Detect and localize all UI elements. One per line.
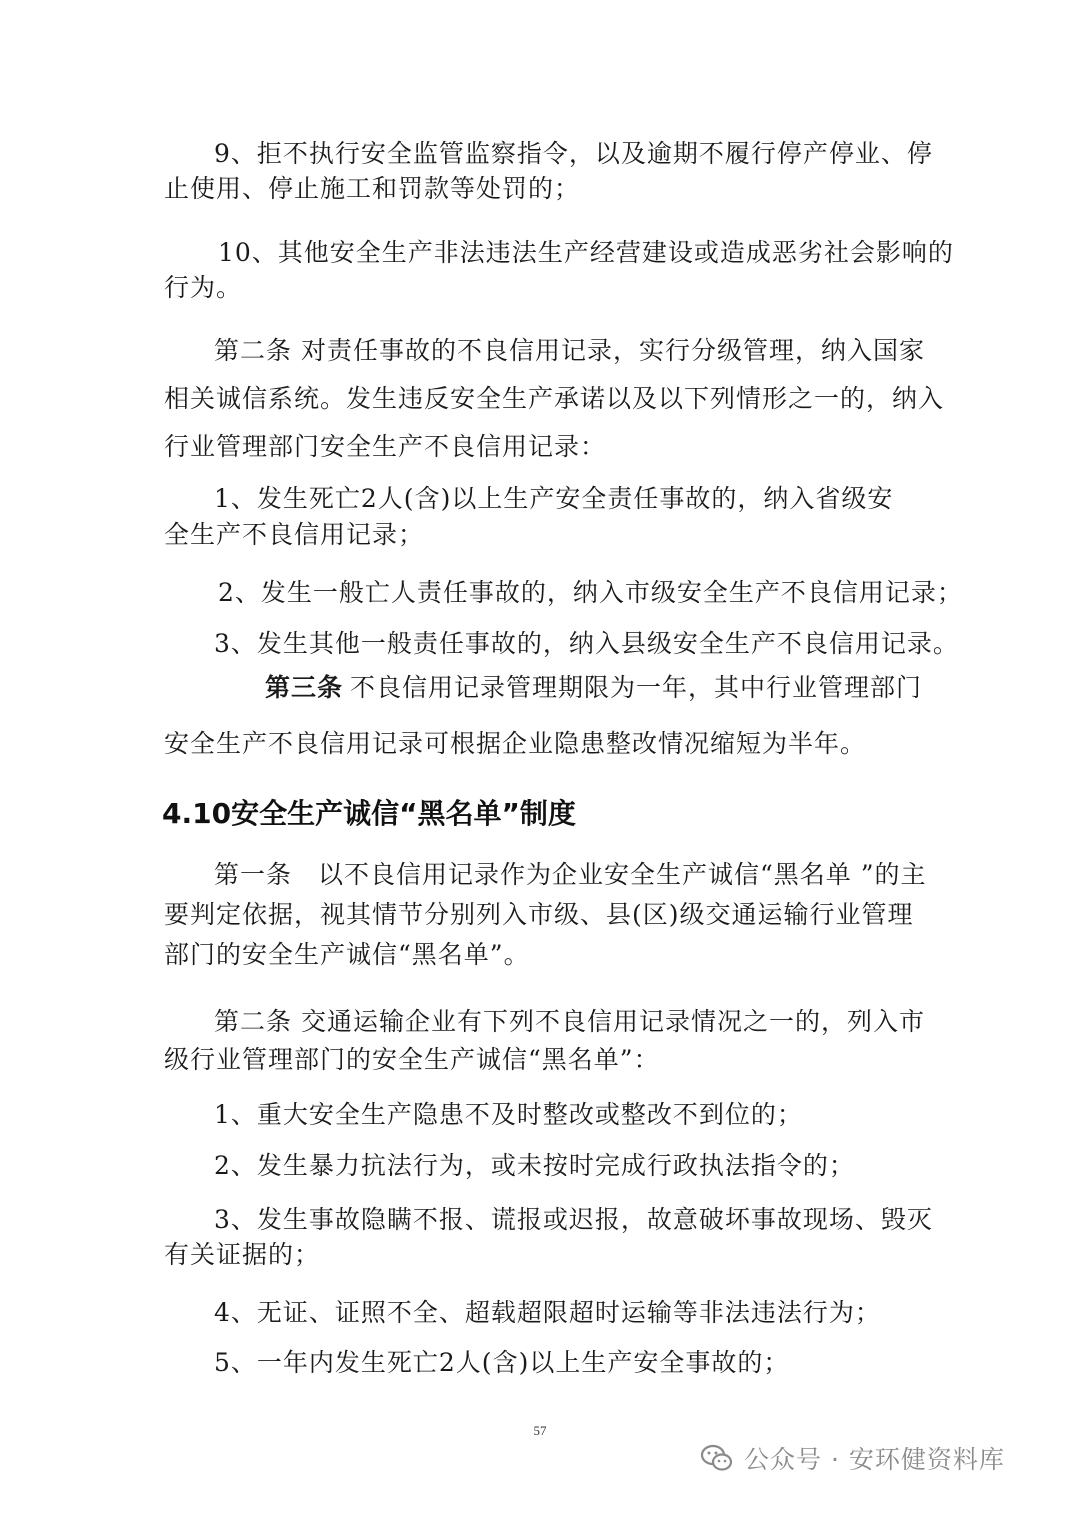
para-line: 10、其他安全生产非法违法生产经营建设或造成恶劣社会影响的 [218,238,954,267]
article-label: 第三条 [265,673,344,702]
para-line: 2、发生暴力抗法行为，或未按时完成行政执法指令的； [214,1151,855,1180]
para-line: 有关证据的； [164,1240,321,1269]
para-line: 部门的安全生产诚信“黑名单”。 [164,940,530,969]
para-line: 级行业管理部门的安全生产诚信“黑名单”： [164,1045,660,1074]
section-heading: 4.10安全生产诚信“黑名单”制度 [162,797,576,830]
para-line: 安全生产不良信用记录可根据企业隐患整改情况缩短为半年。 [164,729,867,758]
watermark [700,1436,1005,1480]
para-line: 全生产不良信用记录； [164,520,425,549]
para-line: 行业管理部门安全生产不良信用记录： [164,432,607,461]
para-line: 3、发生事故隐瞒不报、谎报或迟报，故意破坏事故现场、毁灭 [214,1205,933,1234]
para-line: 相关诚信系统。发生违反安全生产承诺以及以下列情形之一的，纳入 [164,384,945,413]
para-line: 4、无证、证照不全、超载超限超时运输等非法违法行为； [214,1298,881,1327]
page-number: 57 [533,1423,547,1438]
para-line: 第一条 以不良信用记录作为企业安全生产诚信“黑名单 ”的主 [214,860,927,889]
para-line: 行为。 [164,273,243,302]
para-line: 9、拒不执行安全监管监察指令，以及逾期不履行停产停业、停 [214,139,933,168]
para-line: 2、发生一般亡人责任事故的，纳入市级安全生产不良信用记录； [218,578,963,607]
para-line: 1、重大安全生产隐患不及时整改或整改不到位的； [214,1100,803,1129]
para-line: 1、发生死亡2人(含)以上生产安全责任事故的，纳入省级安 [214,484,894,513]
watermark-text: 公众号 · 安环健资料库 [744,1445,1005,1474]
para-line: 止使用、停止施工和罚款等处罚的； [164,174,581,203]
para-line: 第二条 交通运输企业有下列不良信用记录情况之一的，列入市 [214,1007,925,1036]
para-line: 要判定依据，视其情节分别列入市级、县(区)级交通运输行业管理 [164,900,914,929]
para-line: 5、一年内发生死亡2人(含)以上生产安全事故的； [214,1348,790,1377]
para-line: 第二条 对责任事故的不良信用记录，实行分级管理，纳入国家 [214,336,925,365]
para-line: 3、发生其他一般责任事故的，纳入县级安全生产不良信用记录。 [214,629,959,658]
para-line: 不良信用记录管理期限为一年，其中行业管理部门 [350,673,923,702]
wechat-icon [700,1443,734,1473]
